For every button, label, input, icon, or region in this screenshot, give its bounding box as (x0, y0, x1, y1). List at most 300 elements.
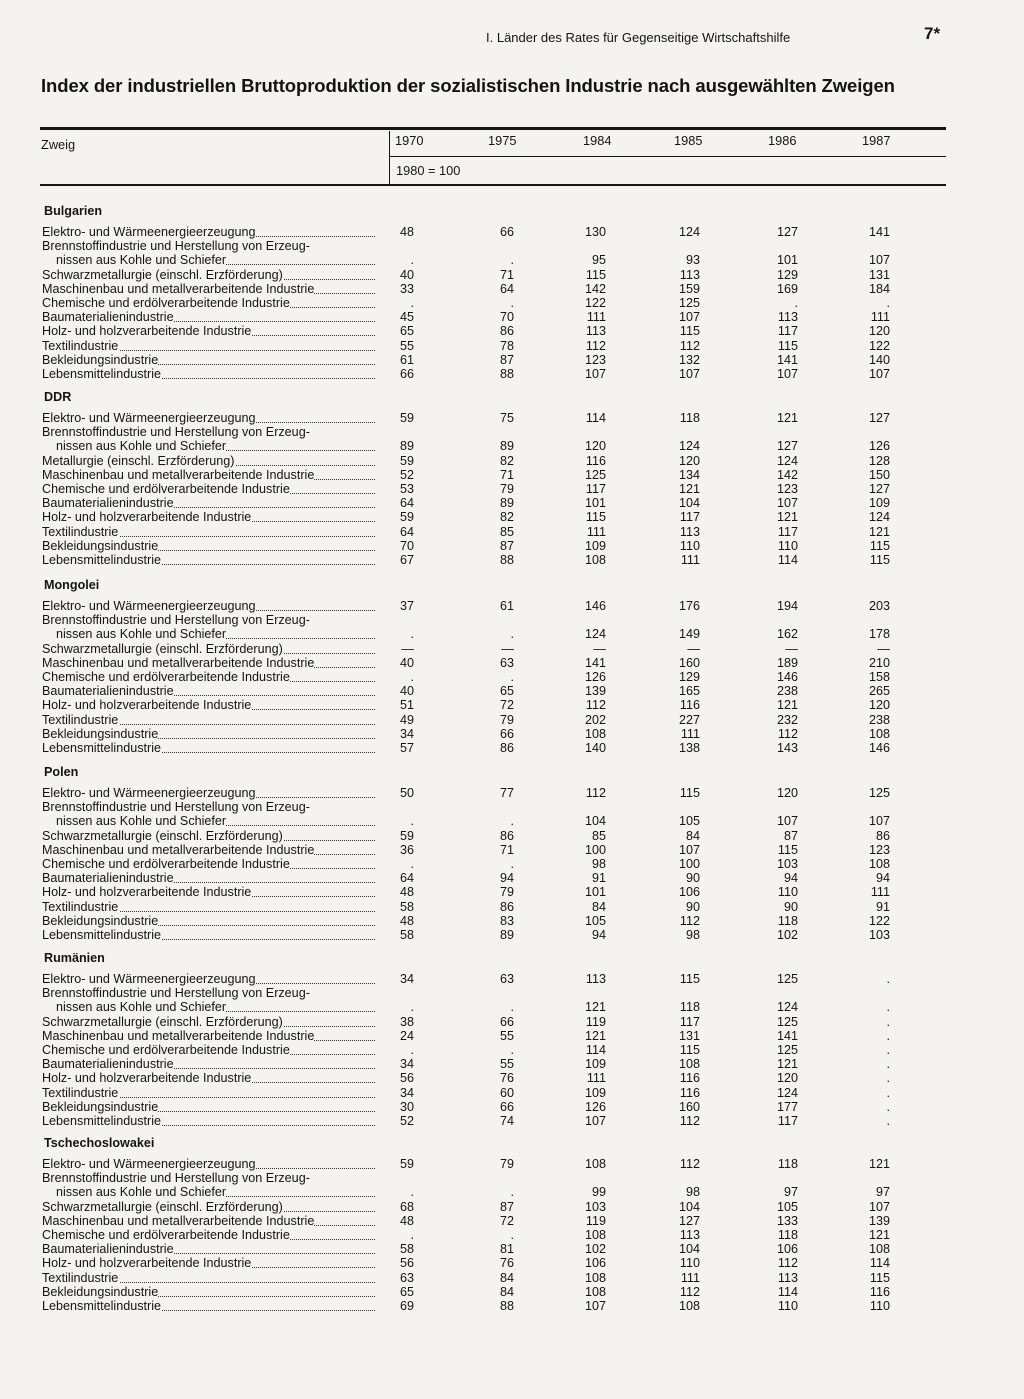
value-cell: 115 (679, 324, 700, 339)
value-cell: 139 (584, 684, 606, 699)
value-cell: 40 (399, 655, 414, 670)
value-cell: 94 (783, 871, 798, 886)
value-cell: 55 (499, 1028, 514, 1043)
row-label-text: Bekleidungsindustrie (42, 726, 159, 741)
value-cell: 34 (399, 972, 414, 986)
value-cell: 106 (678, 885, 700, 900)
row-label (42, 268, 283, 282)
row-label (42, 367, 161, 381)
value-cell: 97 (875, 1185, 890, 1200)
value-cell: 58 (399, 1242, 414, 1257)
value-cell: 90 (783, 899, 798, 914)
row-label-text: Schwarzmetallurgie (einschl. Erzförderung) (42, 1199, 283, 1214)
value-cell: 88 (499, 553, 514, 567)
value-cell: 75 (499, 411, 514, 425)
leader-dots (120, 350, 375, 365)
value-cell: 122 (584, 296, 606, 310)
value-cell: 48 (399, 225, 414, 239)
value-cell: 64 (399, 496, 414, 511)
value-cell: 117 (679, 1014, 700, 1029)
value-cell: . (886, 1085, 890, 1100)
value-cell: 109 (584, 538, 606, 553)
value-cell: 58 (399, 899, 414, 914)
value-cell: 86 (499, 828, 514, 843)
row-label-text: Elektro- und Wärmeenergieerzeugung (42, 411, 256, 425)
country-heading: Mongolei (44, 578, 100, 592)
row-label (42, 829, 283, 843)
value-cell: 142 (776, 467, 798, 482)
value-cell: 110 (777, 1299, 798, 1313)
value-cell: . (510, 1228, 514, 1242)
value-cell: 110 (777, 885, 798, 900)
value-cell: 36 (399, 842, 414, 857)
value-cell: 177 (776, 1099, 798, 1114)
row-label (42, 1285, 158, 1299)
row-label (42, 454, 235, 468)
row-label (42, 1100, 158, 1114)
value-cell: . (886, 1000, 890, 1015)
value-cell: 124 (776, 1000, 798, 1015)
value-cell: 34 (399, 1085, 414, 1100)
value-cell: 122 (868, 913, 890, 928)
value-cell: 146 (584, 599, 606, 613)
value-cell: 117 (679, 510, 700, 525)
row-label-text: Bekleidungsindustrie (42, 913, 159, 928)
row-label-text: Holz- und holzverarbeitende Industrie (42, 1071, 252, 1086)
value-cell: 74 (499, 1114, 514, 1128)
value-cell: 112 (777, 726, 798, 741)
value-cell: 134 (678, 467, 700, 482)
row-label (42, 1043, 290, 1057)
row-label (56, 814, 226, 828)
value-cell: — (785, 641, 798, 656)
value-cell: 98 (591, 857, 606, 871)
value-cell: 90 (685, 871, 700, 886)
table-title: Index der industriellen Bruttoproduktion der sozialistischen Industrie nach ausgewählten Zweigen (41, 75, 895, 96)
value-cell: 55 (399, 338, 414, 353)
row-label (42, 1242, 174, 1256)
row-label (42, 282, 314, 296)
value-cell: 95 (591, 253, 606, 268)
value-cell: . (410, 670, 414, 684)
value-cell: 141 (776, 352, 798, 367)
value-cell: 121 (776, 698, 798, 713)
value-cell: 132 (678, 352, 700, 367)
value-cell: 113 (777, 1270, 798, 1285)
row-label-text: Textilindustrie (42, 1085, 119, 1100)
value-cell: 107 (584, 1299, 606, 1313)
value-cell: 121 (868, 1157, 890, 1171)
value-cell: 110 (777, 538, 798, 553)
value-cell: 66 (399, 367, 414, 381)
value-cell: 150 (868, 467, 890, 482)
value-cell: 111 (870, 885, 890, 900)
value-cell: 116 (679, 698, 700, 713)
value-cell: 115 (679, 786, 700, 800)
value-cell: 113 (585, 972, 606, 986)
value-cell: 48 (399, 885, 414, 900)
value-cell: 141 (868, 225, 890, 239)
table-top-rule (40, 127, 946, 130)
leader-dots (120, 1097, 375, 1112)
value-cell: . (510, 1000, 514, 1015)
row-label (42, 885, 251, 899)
value-cell: 120 (584, 439, 606, 454)
leader-dots (120, 911, 375, 926)
row-label-text: nissen aus Kohle und Schiefer (56, 1000, 227, 1015)
value-cell: 105 (678, 814, 700, 829)
page-number: 7* (924, 24, 941, 43)
value-cell: 66 (499, 225, 514, 239)
value-cell: 82 (499, 453, 514, 468)
value-cell: 55 (499, 1057, 514, 1072)
row-label-text: Chemische und erdölverarbeitende Industrie (42, 482, 290, 496)
value-cell: 112 (679, 1114, 700, 1128)
value-cell: 89 (499, 439, 514, 454)
value-cell: 232 (776, 712, 798, 727)
value-cell: 210 (868, 655, 890, 670)
value-cell: 99 (591, 1185, 606, 1200)
value-cell: 111 (680, 726, 700, 741)
value-cell: 87 (499, 352, 514, 367)
value-cell: . (886, 1071, 890, 1086)
value-cell: 102 (584, 1242, 606, 1257)
value-cell: — (501, 641, 514, 656)
value-cell: . (410, 253, 414, 268)
row-label (42, 1214, 314, 1228)
value-cell: 59 (399, 1157, 414, 1171)
row-label (42, 857, 290, 871)
value-cell: 107 (868, 367, 890, 381)
value-cell: 121 (776, 510, 798, 525)
value-cell: 63 (399, 1270, 414, 1285)
row-label-text: Brennstoffindustrie und Herstellung von Erzeug- (42, 613, 310, 628)
value-cell: 123 (584, 352, 606, 367)
value-cell: . (510, 296, 514, 310)
value-cell: 124 (868, 510, 890, 525)
value-cell: 238 (776, 684, 798, 699)
row-label-text: Brennstoffindustrie und Herstellung von Erzeug- (42, 1171, 310, 1186)
value-cell: 129 (678, 670, 700, 684)
row-label (42, 1256, 251, 1270)
value-cell: 33 (399, 281, 414, 296)
column-header-0: 1970 (395, 133, 424, 148)
row-label (42, 1086, 118, 1100)
value-cell: 84 (499, 1270, 514, 1285)
row-label-text: Textilindustrie (42, 1270, 119, 1285)
value-cell: 112 (585, 338, 606, 353)
value-cell: 104 (678, 1242, 700, 1257)
row-label (42, 786, 256, 800)
row-label-text: Baumaterialienindustrie (42, 684, 174, 699)
value-cell: 107 (678, 310, 700, 325)
value-cell: 59 (399, 510, 414, 525)
value-cell: 117 (777, 524, 798, 539)
value-cell: . (510, 1043, 514, 1057)
row-label-text: Maschinenbau und metallverarbeitende Industrie (42, 1028, 315, 1043)
value-cell: 107 (776, 814, 798, 829)
value-cell: 123 (776, 482, 798, 496)
value-cell: 114 (585, 1043, 606, 1057)
row-label (42, 1029, 314, 1043)
value-cell: 59 (399, 453, 414, 468)
row-label-text: Holz- und holzverarbeitende Industrie (42, 885, 252, 900)
value-cell: 125 (776, 1014, 798, 1029)
value-cell: 121 (868, 524, 890, 539)
value-cell: 120 (776, 786, 798, 800)
row-label-text: Holz- und holzverarbeitende Industrie (42, 1256, 252, 1271)
value-cell: 115 (869, 538, 890, 553)
value-cell: 76 (499, 1256, 514, 1271)
row-label (42, 1228, 290, 1242)
value-cell: 115 (777, 338, 798, 353)
value-cell: 265 (868, 684, 890, 699)
value-cell: 71 (499, 267, 514, 282)
row-label-text: Baumaterialienindustrie (42, 1057, 174, 1072)
value-cell: 52 (399, 467, 414, 482)
row-label-text: Textilindustrie (42, 712, 119, 727)
value-cell: 118 (777, 1228, 798, 1242)
value-cell: 104 (678, 1199, 700, 1214)
value-cell: 146 (868, 741, 890, 755)
row-label-text: Schwarzmetallurgie (einschl. Erzförderung) (42, 267, 283, 282)
value-cell: . (410, 857, 414, 871)
value-cell: . (410, 1043, 414, 1057)
value-cell: 160 (678, 655, 700, 670)
value-cell: 56 (399, 1256, 414, 1271)
value-cell: 103 (868, 928, 890, 942)
column-header-3: 1985 (674, 133, 703, 148)
value-cell: 86 (499, 899, 514, 914)
value-cell: 202 (584, 712, 606, 727)
value-cell: 127 (776, 225, 798, 239)
country-heading: Bulgarien (44, 204, 103, 218)
value-cell: 59 (399, 411, 414, 425)
row-label-text: nissen aus Kohle und Schiefer (56, 1185, 227, 1200)
value-cell: — (401, 641, 414, 656)
row-label-text: Baumaterialienindustrie (42, 310, 174, 325)
value-cell: 79 (499, 482, 514, 496)
row-label-text: Maschinenbau und metallverarbeitende Industrie (42, 467, 315, 482)
value-cell: 83 (499, 913, 514, 928)
value-cell: 108 (584, 726, 606, 741)
value-cell: 108 (678, 1299, 700, 1313)
value-cell: 184 (868, 281, 890, 296)
value-cell: 120 (868, 698, 890, 713)
value-cell: 111 (680, 1270, 700, 1285)
value-cell: 89 (499, 496, 514, 511)
value-cell: 71 (499, 842, 514, 857)
value-cell: 112 (679, 1157, 700, 1171)
value-cell: 100 (678, 857, 700, 871)
row-label (56, 1000, 226, 1014)
value-cell: 116 (585, 453, 606, 468)
value-cell: 133 (776, 1213, 798, 1228)
value-cell: 101 (776, 253, 798, 268)
column-header-4: 1986 (768, 133, 797, 148)
value-cell: 38 (399, 1014, 414, 1029)
value-cell: . (886, 1114, 890, 1128)
row-label (42, 510, 251, 524)
value-cell: 116 (679, 1071, 700, 1086)
value-cell: 94 (591, 928, 606, 942)
value-cell: 125 (678, 296, 700, 310)
row-label (42, 539, 158, 553)
value-cell: 87 (499, 538, 514, 553)
value-cell: 105 (584, 913, 606, 928)
value-cell: 127 (868, 411, 890, 425)
value-cell: — (877, 641, 890, 656)
value-cell: 158 (868, 670, 890, 684)
row-label (42, 310, 174, 324)
row-label-text: Lebensmittelindustrie (42, 741, 162, 755)
country-heading: Tschechoslowakei (44, 1136, 155, 1150)
value-cell: 61 (399, 352, 414, 367)
row-label-text: Brennstoffindustrie und Herstellung von Erzeug- (42, 239, 310, 254)
value-cell: 124 (776, 1085, 798, 1100)
row-label-text: Bekleidungsindustrie (42, 538, 159, 553)
row-label-text: Holz- und holzverarbeitende Industrie (42, 324, 252, 339)
row-label-text: Brennstoffindustrie und Herstellung von Erzeug- (42, 425, 310, 440)
value-cell: . (510, 814, 514, 829)
leader-dots (120, 724, 375, 739)
row-label-text: nissen aus Kohle und Schiefer (56, 627, 227, 642)
row-label-text: Lebensmittelindustrie (42, 1299, 162, 1313)
value-cell: 64 (499, 281, 514, 296)
value-cell: 108 (868, 726, 890, 741)
row-label (42, 225, 256, 239)
column-divider (389, 131, 390, 185)
row-label-text: Maschinenbau und metallverarbeitende Industrie (42, 1213, 315, 1228)
row-label-text: Textilindustrie (42, 524, 119, 539)
value-cell: 117 (585, 482, 606, 496)
value-cell: 118 (777, 1157, 798, 1171)
value-cell: 93 (685, 253, 700, 268)
row-label-text: nissen aus Kohle und Schiefer (56, 439, 227, 454)
value-cell: 70 (499, 310, 514, 325)
value-cell: 79 (499, 712, 514, 727)
value-cell: . (510, 1185, 514, 1200)
value-cell: 65 (499, 684, 514, 699)
row-label (42, 727, 158, 741)
value-cell: 107 (584, 367, 606, 381)
value-cell: 114 (777, 553, 798, 567)
value-cell: 115 (869, 1270, 890, 1285)
value-cell: 66 (499, 1014, 514, 1029)
value-cell: 125 (868, 786, 890, 800)
value-cell: . (410, 1185, 414, 1200)
value-cell: 112 (679, 913, 700, 928)
value-cell: . (886, 972, 890, 986)
value-cell: 115 (777, 842, 798, 857)
row-label (42, 642, 283, 656)
value-cell: 107 (584, 1114, 606, 1128)
value-cell: . (886, 1014, 890, 1029)
value-cell: 120 (678, 453, 700, 468)
value-cell: 105 (776, 1199, 798, 1214)
value-cell: 64 (399, 871, 414, 886)
value-cell: 40 (399, 684, 414, 699)
value-cell: 125 (584, 467, 606, 482)
value-cell: 127 (678, 1213, 700, 1228)
value-cell: 141 (584, 655, 606, 670)
value-cell: 112 (679, 1284, 700, 1299)
value-cell: 159 (678, 281, 700, 296)
value-cell: 112 (585, 698, 606, 713)
value-cell: 203 (868, 599, 890, 613)
row-label-text: Elektro- und Wärmeenergieerzeugung (42, 972, 256, 986)
value-cell: 109 (584, 1057, 606, 1072)
value-cell: 176 (678, 599, 700, 613)
value-cell: 114 (585, 411, 606, 425)
value-cell: 61 (499, 599, 514, 613)
value-cell: 107 (868, 814, 890, 829)
value-cell: 86 (499, 324, 514, 339)
value-cell: 58 (399, 928, 414, 942)
value-cell: 113 (679, 524, 700, 539)
row-label-text: Lebensmittelindustrie (42, 553, 162, 567)
value-cell: 85 (591, 828, 606, 843)
value-cell: 37 (399, 599, 414, 613)
value-cell: 110 (869, 1299, 890, 1313)
value-cell: 108 (584, 1157, 606, 1171)
row-label (42, 468, 314, 482)
value-cell: . (510, 670, 514, 684)
value-cell: 149 (678, 627, 700, 642)
value-cell: 113 (679, 1228, 700, 1242)
value-cell: 131 (868, 267, 890, 282)
value-cell: 120 (776, 1071, 798, 1086)
row-label-text: Brennstoffindustrie und Herstellung von Erzeug- (42, 986, 310, 1001)
value-cell: 107 (868, 1199, 890, 1214)
value-cell: 51 (399, 698, 414, 713)
value-cell: . (410, 1228, 414, 1242)
value-cell: 109 (868, 496, 890, 511)
value-cell: 111 (680, 553, 700, 567)
value-cell: 106 (776, 1242, 798, 1257)
value-cell: 227 (678, 712, 700, 727)
row-label (42, 1057, 174, 1071)
value-cell: 108 (868, 1242, 890, 1257)
value-cell: 79 (499, 1157, 514, 1171)
value-cell: 165 (678, 684, 700, 699)
value-cell: 24 (399, 1028, 414, 1043)
row-label-text: Elektro- und Wärmeenergieerzeugung (42, 599, 256, 613)
value-cell: 30 (399, 1099, 414, 1114)
row-label (42, 871, 174, 885)
value-cell: 34 (399, 1057, 414, 1072)
value-cell: 129 (776, 267, 798, 282)
value-cell: 64 (399, 524, 414, 539)
value-cell: 111 (586, 310, 606, 325)
value-cell: 79 (499, 885, 514, 900)
row-label-text: Chemische und erdölverarbeitende Industrie (42, 1043, 290, 1057)
value-cell: 115 (869, 553, 890, 567)
value-cell: 34 (399, 726, 414, 741)
value-cell: 66 (499, 726, 514, 741)
value-cell: 110 (679, 538, 700, 553)
row-label (56, 439, 226, 453)
value-cell: 160 (678, 1099, 700, 1114)
value-cell: 115 (679, 1043, 700, 1057)
value-cell: 115 (679, 972, 700, 986)
value-cell: 123 (868, 842, 890, 857)
row-label (42, 525, 118, 539)
row-label (42, 296, 290, 310)
row-label-text: Elektro- und Wärmeenergieerzeugung (42, 225, 256, 239)
row-label-text: Metallurgie (einschl. Erzförderung) (42, 453, 235, 468)
value-cell: 140 (584, 741, 606, 755)
